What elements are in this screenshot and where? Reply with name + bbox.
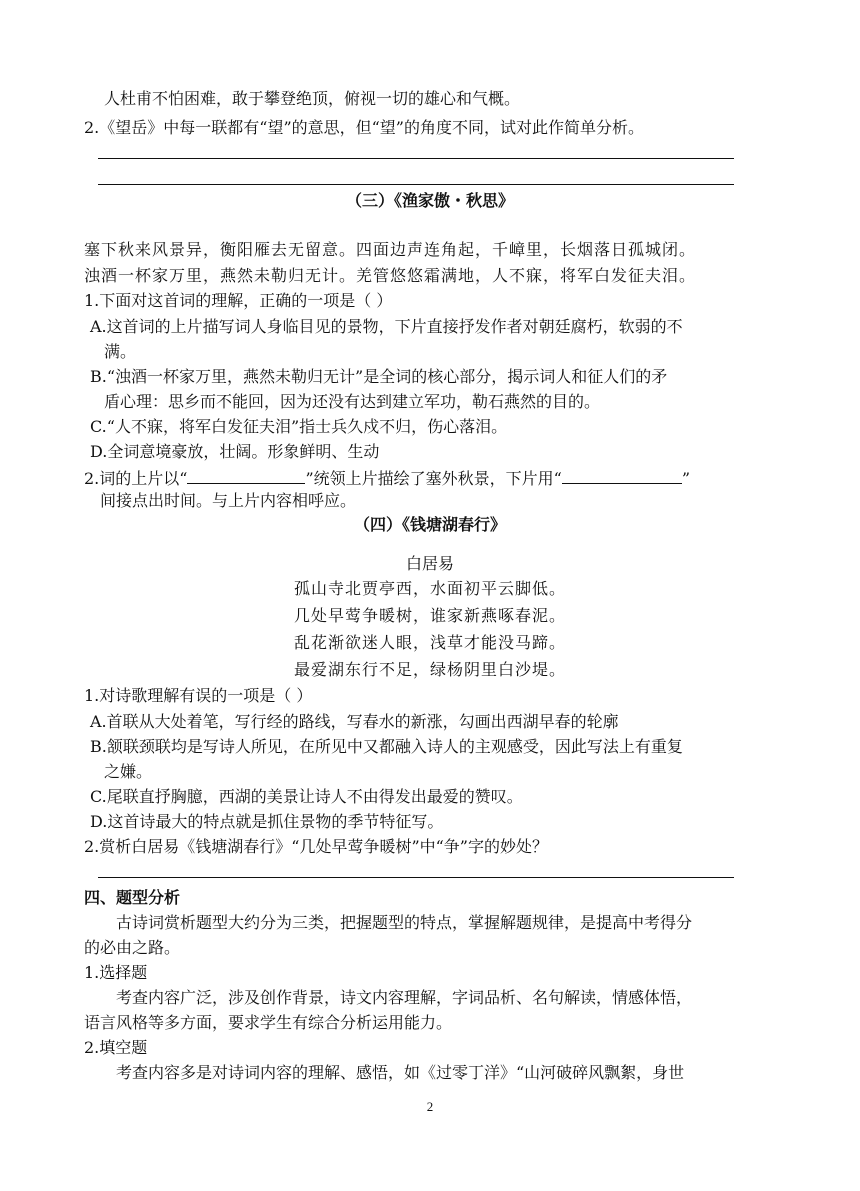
text-line: 人杜甫不怕困难，敢于攀登绝顶，俯视一切的雄心和气概。 <box>104 89 521 108</box>
question-2: 2.词的上片以“ ”统领上片描绘了塞外秋景，下片用“ ” <box>84 466 690 490</box>
poem-line: 塞下秋来风景异，衡阳雁去无留意。四面边声连角起，千嶂里，长烟落日孤城闭。 <box>84 240 697 259</box>
paragraph-cont: 语言风格等多方面，要求学生有综合分析运用能力。 <box>84 1013 453 1032</box>
question-1: 1.下面对这首词的理解，正确的一项是（ ） <box>84 291 393 310</box>
page-number: 2 <box>426 1099 434 1114</box>
question-2: 2.赏析白居易《钱塘湖春行》“几处早莺争暖树”中“争”字的妙处？ <box>84 837 548 856</box>
subheading: 2.填空题 <box>84 1038 148 1057</box>
answer-line[interactable] <box>98 877 734 878</box>
answer-line[interactable] <box>98 184 734 185</box>
paragraph: 古诗词赏析题型大约分为三类，把握题型的特点，掌握解题规律，是提高中考得分 <box>116 913 693 932</box>
subheading: 1.选择题 <box>84 963 148 982</box>
question-1: 1.对诗歌理解有误的一项是（ ） <box>84 686 313 705</box>
fill-blank-2[interactable] <box>562 466 682 484</box>
option-d: D.这首诗最大的特点就是抓住景物的季节特征写。 <box>90 812 444 831</box>
option-b: B.颔联颈联均是写诗人所见，在所见中又都融入诗人的主观感受，因此写法上有重复 <box>90 737 683 756</box>
poem-author: 白居易 <box>405 554 454 573</box>
option-c: C.“人不寐，将军白发征夫泪”指士兵久戍不归，伤心落泪。 <box>90 417 508 436</box>
section-heading: 四、题型分析 <box>84 888 181 907</box>
option-b-cont: 盾心理：思乡而不能回，因为还没有达到建立军功，勒石燕然的目的。 <box>104 392 601 411</box>
answer-line[interactable] <box>98 158 734 159</box>
poem-line: 最爱湖东行不足，绿杨阴里白沙堤。 <box>293 660 566 679</box>
option-a-cont: 满。 <box>104 342 137 361</box>
paragraph-cont: 的必由之路。 <box>84 938 181 957</box>
section-title-yujiaao: （三）《渔家傲・秋思》 <box>345 191 514 210</box>
option-b-cont: 之嫌。 <box>104 762 153 781</box>
poem-line: 浊酒一杯家万里，燕然未勒归无计。羌管悠悠霜满地，人不寐，将军白发征夫泪。 <box>84 266 697 285</box>
section-title-qiantanghu: （四）《钱塘湖春行》 <box>353 515 506 534</box>
option-a: A.首联从大处着笔，写行经的路线，写春水的新涨，勾画出西湖早春的轮廓 <box>90 712 619 731</box>
fill-blank-1[interactable] <box>187 466 305 484</box>
question-2-wangyue: 2.《望岳》中每一联都有“望”的意思，但“望”的角度不同，试对此作简单分析。 <box>84 118 644 137</box>
option-a: A.这首词的上片描写词人身临目见的景物，下片直接抒发作者对朝廷腐朽，软弱的不 <box>90 317 683 336</box>
poem-line: 孤山寺北贾亭西，水面初平云脚低。 <box>293 579 566 598</box>
paragraph: 考查内容广泛，涉及创作背景，诗文内容理解，字词品析、名句解读，情感体悟， <box>116 988 693 1007</box>
paragraph: 考查内容多是对诗词内容的理解、感悟，如《过零丁洋》“山河破碎风飘絮，身世 <box>116 1063 685 1082</box>
option-b: B.“浊酒一杯家万里，燕然未勒归无计”是全词的核心部分，揭示词人和征人们的矛 <box>90 367 668 386</box>
question-2-cont: 间接点出时间。与上片内容相呼应。 <box>100 491 357 510</box>
option-d: D.全词意境豪放，壮阔。形象鲜明、生动 <box>90 442 380 461</box>
poem-line: 几处早莺争暖树，谁家新燕啄春泥。 <box>293 606 566 625</box>
option-c: C.尾联直抒胸臆，西湖的美景让诗人不由得发出最爱的赞叹。 <box>90 787 523 806</box>
poem-line: 乱花渐欲迷人眼，浅草才能没马蹄。 <box>293 633 566 652</box>
